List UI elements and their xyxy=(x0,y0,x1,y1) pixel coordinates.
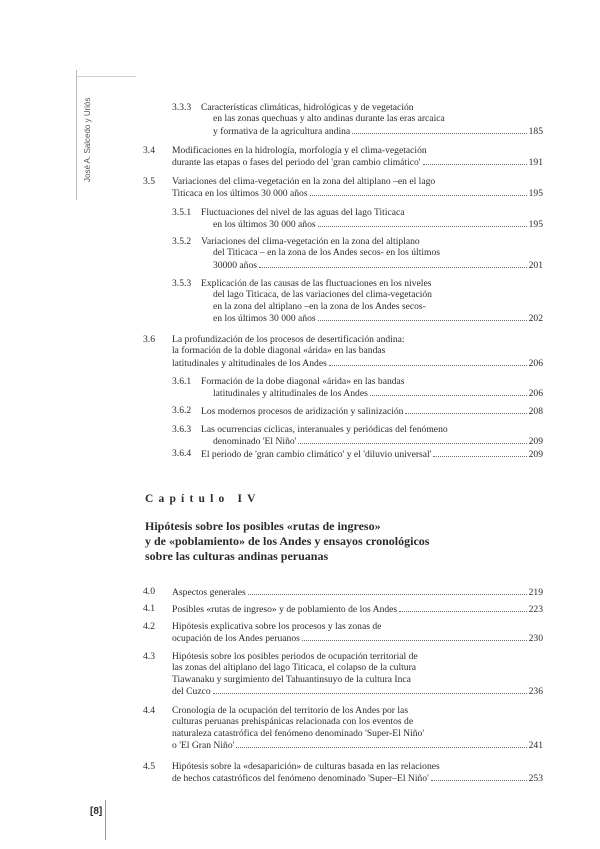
toc-number: 4.4 xyxy=(143,705,155,716)
toc-text: Las ocurrencias cíclicas, interanuales y periódicas del fenómeno xyxy=(201,424,448,435)
dot-leader xyxy=(213,685,527,694)
toc-number: 4.2 xyxy=(143,621,155,632)
dot-leader xyxy=(259,259,527,268)
toc-page: 253 xyxy=(528,773,543,785)
toc-number: 3.6.3 xyxy=(172,424,192,435)
toc-entry-3-5-1[interactable] xyxy=(172,207,543,231)
toc-text: Variaciones del clima-vegetación en la zona del altiplano –en el lago xyxy=(172,176,436,187)
toc-entry-3-5[interactable] xyxy=(143,176,543,200)
toc-text: Variaciones del clima-vegetación en la zona del altiplano xyxy=(201,236,420,247)
toc-page: 195 xyxy=(528,219,543,231)
toc-text: y formativa de la agricultura andina xyxy=(213,125,351,137)
toc-page: 209 xyxy=(528,449,543,460)
toc-entry-3-6-2[interactable] xyxy=(172,405,543,417)
toc-text: en las zonas quechuas y alto andinas durante las eras arcaica xyxy=(213,113,445,125)
toc-number: 3.6.2 xyxy=(172,405,192,416)
toc-text: culturas peruanas prehispánicas relacionada con los eventos de xyxy=(172,716,414,728)
toc-page: 185 xyxy=(528,125,543,137)
dot-leader xyxy=(302,632,527,641)
toc-text: El periodo de 'gran cambio climático' y el 'diluvio universal' xyxy=(201,449,432,460)
toc-number: 3.5.2 xyxy=(172,236,192,247)
dot-leader xyxy=(318,218,527,227)
toc-page: 230 xyxy=(528,633,543,645)
toc-page: 219 xyxy=(528,587,543,598)
toc-number: 4.0 xyxy=(143,586,155,597)
toc-text: del lago Titicaca, de las variaciones del clima-vegetación xyxy=(213,289,432,301)
toc-text: latitudinales y altitudinales de los Andes xyxy=(213,388,368,400)
footer-rule xyxy=(105,800,106,840)
toc-text: Hipótesis explicativa sobre los procesos y las zonas de xyxy=(172,621,382,632)
toc-entry-4-0[interactable] xyxy=(143,586,543,598)
dot-leader xyxy=(431,772,527,781)
toc-page: 241 xyxy=(528,739,543,751)
toc-text: La profundización de los procesos de desertificación andina: xyxy=(172,334,405,345)
toc-page: 202 xyxy=(528,312,543,324)
toc-text: del Titicaca – en la zona de los Andes secos- en los últimos xyxy=(213,247,441,259)
toc-number: 3.6.4 xyxy=(172,448,192,459)
chapter-title-line: Hipótesis sobre los posibles «rutas de ingreso» xyxy=(145,519,381,533)
toc-text: Modificaciones en la hidrología, morfología y el clima-vegetación xyxy=(172,145,427,156)
toc-text: naturaleza catastrófica del fenómeno denominado 'Super-El Niño' xyxy=(172,727,425,739)
toc-text: latitudinales y altitudinales de los Andes xyxy=(172,357,327,369)
toc-text: las zonas del altiplano del lago Titicaca, el colapso de la cultura xyxy=(172,662,417,674)
toc-text: Características climáticas, hidrológicas y de vegetación xyxy=(201,102,414,113)
toc-entry-3-6[interactable] xyxy=(143,334,543,369)
toc-text: 30000 años xyxy=(213,259,257,271)
toc-page: 236 xyxy=(528,685,543,697)
dot-leader xyxy=(248,586,527,595)
toc-text: Posibles «rutas de ingreso» y de poblamiento de los Andes xyxy=(172,604,398,615)
dot-leader xyxy=(433,448,526,457)
page-number: [8] xyxy=(90,806,103,817)
toc-page: 201 xyxy=(528,259,543,271)
chapter-title xyxy=(145,519,565,564)
toc-number: 4.5 xyxy=(143,761,155,772)
toc-number: 3.6 xyxy=(143,334,155,345)
toc-entry-4-3[interactable] xyxy=(143,651,543,697)
dot-leader xyxy=(423,156,527,165)
toc-entry-3-6-3[interactable] xyxy=(172,424,543,448)
toc-entry-3-3-3[interactable] xyxy=(172,102,543,137)
toc-page: 206 xyxy=(528,357,543,369)
toc-entry-4-5[interactable] xyxy=(143,761,543,785)
chapter-title-line: sobre las culturas andinas peruanas xyxy=(145,549,329,563)
toc-text: Los modernos procesos de aridización y salinización xyxy=(201,406,404,417)
toc-entry-3-6-1[interactable] xyxy=(172,376,543,400)
toc-text: ocupación de los Andes peruanos xyxy=(172,633,300,645)
toc-number: 4.3 xyxy=(143,651,155,662)
toc-text: del Cuzco xyxy=(172,685,211,697)
toc-number: 3.5.3 xyxy=(172,278,192,289)
toc-text: Formación de la dobe diagonal «árida» en las bandas xyxy=(201,376,405,387)
toc-entry-4-4[interactable] xyxy=(143,705,543,751)
toc-page: 223 xyxy=(528,604,543,615)
toc-text: Explicación de las causas de las fluctuaciones en los niveles xyxy=(201,278,432,289)
dot-leader xyxy=(298,435,526,444)
toc-page: 195 xyxy=(528,188,543,200)
toc-page: 208 xyxy=(528,406,543,417)
toc-text: o 'El Gran Niño' xyxy=(172,739,235,751)
toc-text: en los últimos 30 000 años xyxy=(213,219,316,231)
toc-text: Titicaca en los últimos 30 000 años xyxy=(172,188,308,200)
toc-text: en los últimos 30 000 años xyxy=(213,312,316,324)
toc-number: 4.1 xyxy=(143,603,155,614)
toc-text: Fluctuaciones del nivel de las aguas del lago Titicaca xyxy=(201,207,405,218)
toc-text: la formación de la doble diagonal «árida» en las bandas xyxy=(172,345,386,357)
toc-number: 3.5 xyxy=(143,176,155,187)
dot-leader xyxy=(405,405,526,414)
top-rule xyxy=(76,76,136,77)
chapter-label: Capítulo IV xyxy=(145,493,261,505)
dot-leader xyxy=(370,387,527,396)
toc-text: denominado 'El Niño' xyxy=(213,436,297,448)
toc-text: de hechos catastróficos del fenómeno denominado 'Super–El Niño' xyxy=(172,773,429,785)
toc-entry-3-6-4[interactable] xyxy=(172,448,543,460)
toc-text: Hipótesis sobre los posibles periodos de ocupación territorial de xyxy=(172,651,418,662)
toc-page: 209 xyxy=(528,436,543,448)
toc-entry-4-2[interactable] xyxy=(143,621,543,645)
dot-leader xyxy=(236,739,526,748)
toc-text: Cronología de la ocupación del territorio de los Andes por las xyxy=(172,705,409,716)
toc-number: 3.3.3 xyxy=(172,102,192,113)
toc-entry-4-1[interactable] xyxy=(143,603,543,615)
dot-leader xyxy=(310,187,527,196)
chapter-title-line: y de «poblamiento» de los Andes y ensayos cronológicos xyxy=(145,534,430,548)
dot-leader xyxy=(352,125,526,134)
dot-leader xyxy=(329,357,527,366)
toc-number: 3.5.1 xyxy=(172,207,192,218)
toc-number: 3.6.1 xyxy=(172,376,192,387)
toc-text: Tiawanaku y surgimiento del Tahuantinsuyo de la cultura Inca xyxy=(172,673,411,685)
toc-page: 206 xyxy=(528,388,543,400)
margin-rule xyxy=(76,70,77,200)
toc-page: 191 xyxy=(528,157,543,169)
toc-entry-3-5-3[interactable] xyxy=(172,278,543,324)
dot-leader xyxy=(318,312,527,321)
toc-number: 3.4 xyxy=(143,145,155,156)
toc-text: Hipótesis sobre la «desaparición» de culturas basada en las relaciones xyxy=(172,761,440,772)
toc-entry-3-5-2[interactable] xyxy=(172,236,543,271)
toc-entry-3-4[interactable] xyxy=(143,145,543,169)
toc-text: Aspectos generales xyxy=(172,587,246,598)
dot-leader xyxy=(399,603,526,612)
toc-text: en la zona del altiplano –en la zona de los Andes secos- xyxy=(213,300,426,312)
toc-text: durante las etapas o fases del periodo del 'gran cambio climático' xyxy=(172,157,421,169)
running-author: José A. Salcedo y Uriós xyxy=(83,97,92,182)
